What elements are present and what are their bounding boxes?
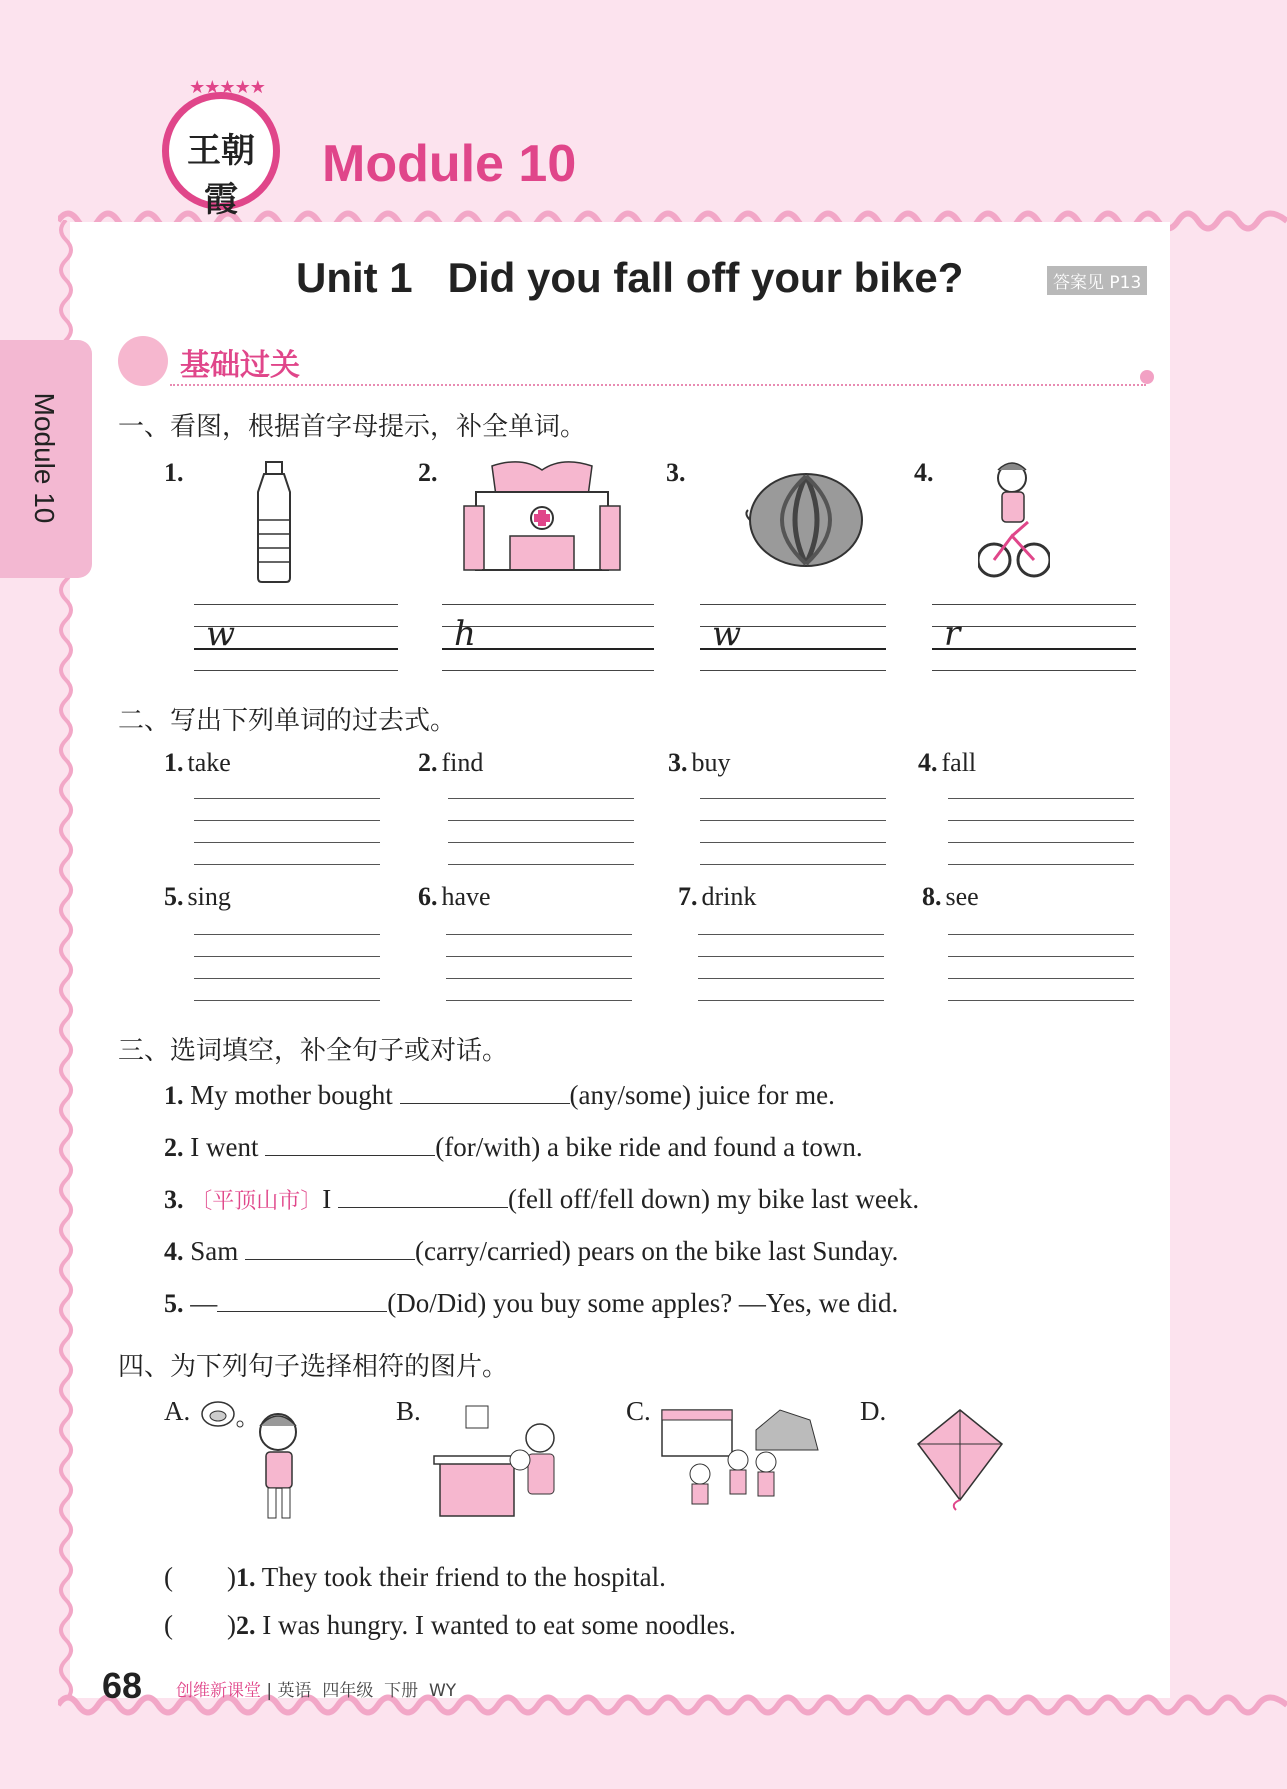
part2-item (918, 748, 976, 778)
item-number: 5. (164, 1289, 184, 1318)
answer-reference-tag: 答案见 P13 (1047, 266, 1147, 295)
question-text: I was hungry. I wanted to eat some noodles. (262, 1610, 736, 1640)
item-number: 7. (678, 882, 698, 911)
boy-thinking-noodles-icon (200, 1396, 316, 1524)
sentence-start: I went (190, 1132, 266, 1162)
item-word: find (441, 748, 484, 777)
hint-letter: h (454, 614, 476, 654)
sentence-start: I (322, 1184, 339, 1214)
item-word: buy (691, 748, 731, 777)
fill-blank[interactable] (245, 1237, 415, 1260)
answer-lines[interactable] (194, 934, 380, 1002)
question-row (164, 1562, 666, 1593)
sentence-start: My mother bought (190, 1080, 400, 1110)
part1-heading: 一、看图，根据首字母提示，补全单词。 (118, 412, 587, 442)
fill-blank[interactable] (217, 1289, 387, 1312)
option-label: A. (164, 1396, 191, 1426)
answer-lines[interactable] (700, 798, 886, 866)
item-number: 2. (418, 748, 438, 777)
sentence-item (164, 1080, 835, 1111)
logo-stars-icon: ★★★★★ (189, 77, 265, 97)
item-word: fall (941, 748, 977, 777)
part2-item (418, 748, 483, 778)
side-tab-label: Module 10 (29, 392, 60, 524)
cartoon-face-icon (118, 336, 168, 386)
series-name: 创维新课堂 (176, 1681, 261, 1701)
item-number: 2. (235, 1611, 256, 1640)
sentence-start: Sam (190, 1236, 246, 1266)
footer-info (176, 1676, 456, 1701)
item-number: 1. (235, 1563, 256, 1592)
answer-lines[interactable] (698, 934, 884, 1002)
item-number: 1. (164, 748, 184, 777)
option-label: C. (626, 1396, 651, 1426)
sentence-end: (Do/Did) you buy some apples? —Yes, we did. (387, 1288, 899, 1318)
answer-bracket[interactable]: ( ) (164, 1562, 236, 1592)
part1-item-number: 1. (164, 458, 184, 487)
item-number: 1. (164, 1081, 184, 1110)
watermelon-icon (744, 470, 864, 570)
hint-letter: w (206, 614, 236, 654)
item-word: have (441, 882, 491, 911)
answer-lines[interactable] (446, 934, 632, 1002)
answer-lines[interactable] (448, 798, 634, 866)
answer-lines[interactable] (194, 798, 380, 866)
part2-heading: 二、写出下列单词的过去式。 (118, 706, 457, 736)
item-word: see (945, 882, 979, 911)
handwriting-lines[interactable] (932, 604, 1136, 672)
sentence-end: (fell off/fell down) my bike last week. (508, 1184, 920, 1214)
item-number: 6. (418, 882, 438, 911)
item-number: 3. (668, 748, 688, 777)
handwriting-lines[interactable] (442, 604, 654, 672)
sentence-end: (for/with) a bike ride and found a town. (435, 1132, 863, 1162)
part3-heading: 三、选词填空，补全句子或对话。 (118, 1036, 509, 1066)
sentence-end: (carry/carried) pears on the bike last Sunday. (415, 1236, 899, 1266)
part2-item (678, 882, 756, 912)
logo-text: 王朝霞 (187, 131, 255, 220)
water-bottle-icon (250, 460, 298, 584)
item-word: drink (701, 882, 757, 911)
part2-item (668, 748, 731, 778)
book-info: 英语 四年级 下册 WY (277, 1681, 457, 1701)
part1-item-number: 2. (418, 458, 438, 487)
option-label: D. (860, 1396, 887, 1426)
sentence-item (164, 1132, 863, 1163)
item-word: sing (187, 882, 231, 911)
question-text: They took their friend to the hospital. (261, 1562, 666, 1592)
hint-letter: w (712, 614, 742, 654)
item-number: 4. (164, 1237, 184, 1266)
unit-title: Unit 1 Did you fall off your bike? (296, 254, 964, 301)
sentence-end: (any/some) juice for me. (569, 1080, 835, 1110)
item-number: 2. (164, 1133, 184, 1162)
separator: | (266, 1681, 273, 1701)
answer-bracket[interactable]: ( ) (164, 1610, 236, 1640)
part4-heading: 四、为下列句子选择相符的图片。 (118, 1352, 509, 1382)
item-number: 3. (164, 1185, 184, 1214)
divider-end-dot-icon (1140, 370, 1154, 384)
sentence-item (164, 1288, 898, 1319)
fill-blank[interactable] (265, 1133, 435, 1156)
publisher-logo (162, 77, 280, 220)
section-divider (170, 384, 1146, 386)
item-number: 8. (922, 882, 942, 911)
module-title: Module 10 (322, 135, 577, 193)
sentence-item (164, 1236, 898, 1267)
fill-blank[interactable] (338, 1185, 508, 1208)
answer-lines[interactable] (948, 934, 1134, 1002)
hospital-desk-scene-icon (430, 1400, 570, 1522)
page-number: 68 (102, 1665, 143, 1706)
fill-blank[interactable] (400, 1081, 570, 1104)
region-tag: 〔平顶山市〕 (190, 1189, 323, 1214)
section-banner-title: 基础过关 (180, 348, 300, 383)
hint-letter: r (944, 614, 961, 654)
kite-icon (906, 1404, 1014, 1512)
handwriting-lines[interactable] (700, 604, 886, 672)
part2-item (164, 882, 231, 912)
item-number: 5. (164, 882, 184, 911)
children-in-town-icon (660, 1400, 820, 1516)
part1-item-number: 4. (914, 458, 934, 487)
answer-lines[interactable] (948, 798, 1134, 866)
part2-item (418, 882, 491, 912)
part2-item (922, 882, 979, 912)
sentence-start: — (190, 1288, 218, 1318)
handwriting-lines[interactable] (194, 604, 398, 672)
item-number: 4. (918, 748, 938, 777)
option-label: B. (396, 1396, 421, 1426)
part2-item (164, 748, 231, 778)
part1-item-number: 3. (666, 458, 686, 487)
hospital-icon (462, 456, 622, 582)
girl-riding-bike-icon (978, 456, 1050, 584)
item-word: take (187, 748, 231, 777)
sentence-item (164, 1184, 919, 1215)
side-module-tab (0, 340, 92, 578)
question-row (164, 1610, 736, 1641)
